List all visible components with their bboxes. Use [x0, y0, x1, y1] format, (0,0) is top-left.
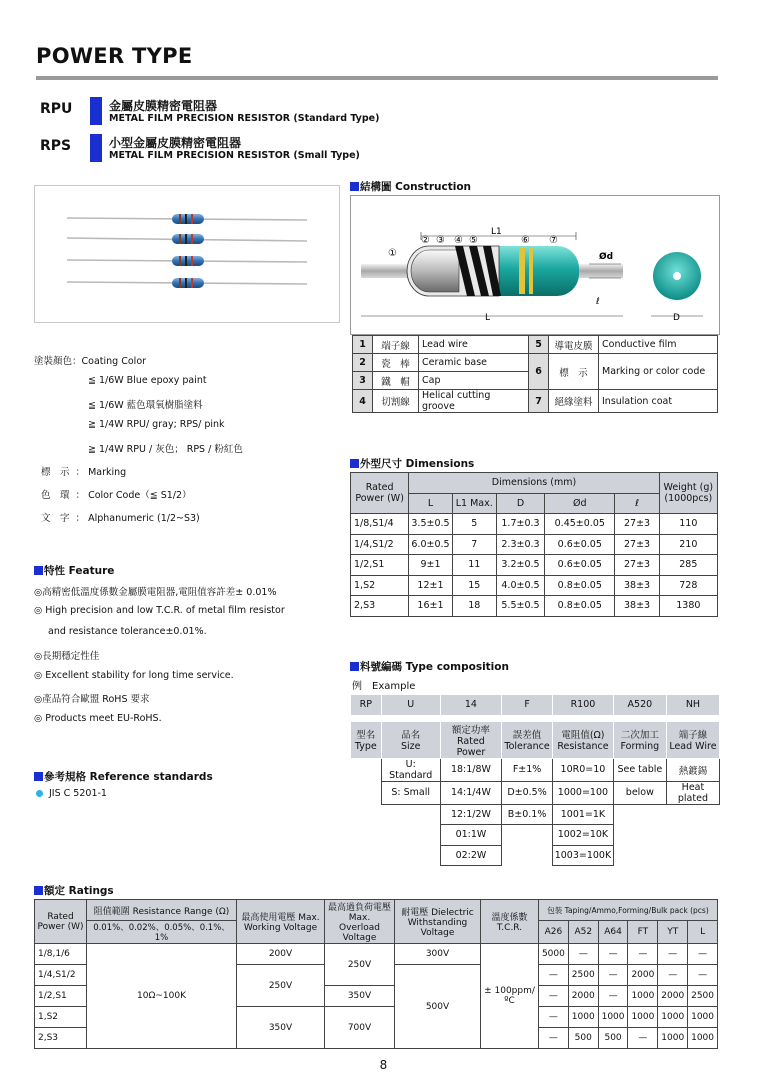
feature-item: ◎ High precision and low T.C.R. of metal film resistor — [34, 605, 285, 616]
construction-diagram — [350, 195, 720, 335]
cell: — — [598, 986, 628, 1007]
table-row — [351, 534, 718, 555]
feature-item: ◎產品符合歐盟 RoHS 要求 — [34, 694, 150, 705]
part-name-en: Lead wire — [419, 336, 529, 354]
cell: 2500 — [568, 965, 598, 986]
product-code-rpu: RPU — [40, 101, 73, 117]
cell: F±1% — [502, 758, 553, 781]
cell: 500V — [395, 965, 481, 1049]
part-name-zh: 標 示 — [549, 354, 599, 390]
type-composition-heading: 料號編碼 Type composition — [350, 659, 509, 674]
table-row — [351, 781, 720, 804]
cell: 2000 — [658, 986, 688, 1007]
cell: 1002=10K — [553, 825, 614, 846]
cell: — — [688, 944, 718, 965]
table-row — [351, 596, 718, 617]
cell: — — [539, 1028, 569, 1049]
cell: — — [598, 965, 628, 986]
part-name-en: Marking or color code — [599, 354, 718, 390]
cell: 0.8±0.05 — [545, 575, 615, 596]
cell: 6.0±0.5 — [409, 534, 452, 555]
callout-3: ③ — [436, 235, 445, 246]
cell: 2000 — [628, 965, 658, 986]
resistor-photo — [34, 185, 340, 323]
cell: — — [658, 965, 688, 986]
coating-label: 塗裝顏色：Coating Color — [34, 356, 147, 367]
cell: 1/8,S1/4 — [351, 514, 409, 535]
cell: 18:1/8W — [440, 758, 501, 781]
cell: 350V — [325, 986, 395, 1007]
cell: 12:1/2W — [440, 804, 501, 825]
feature-item: ◎長期穩定性佳 — [34, 651, 100, 662]
col-header: A26 — [539, 921, 569, 944]
cell: 1/8,1/6 — [35, 944, 87, 965]
product-name-en: METAL FILM PRECISION RESISTOR (Small Type) — [109, 150, 360, 161]
cell: 1003=100K — [553, 845, 614, 866]
cell: 110 — [659, 514, 717, 535]
example-label: 例 Example — [352, 681, 416, 692]
part-name-zh: 瓷 棒 — [373, 354, 419, 372]
cell: — — [688, 965, 718, 986]
part-number: 7 — [529, 390, 549, 413]
header-range-sub: 0.01%、0.02%、0.05%、0.1%、1% — [87, 921, 237, 944]
cell: 11 — [452, 555, 496, 576]
part-name-en: Conductive film — [599, 336, 718, 354]
product-code-rps: RPS — [40, 138, 72, 154]
cell: — — [568, 944, 598, 965]
part-number: 3 — [353, 372, 373, 390]
feature-item: ◎高精密低溫度係數金屬膜電阻器,電阻值容許差± 0.01% — [34, 587, 277, 598]
cell: — — [539, 986, 569, 1007]
header-rated-power: Rated Power (W) — [35, 900, 87, 944]
cell: 38±3 — [615, 575, 659, 596]
cell: 1/4,S1/2 — [351, 534, 409, 555]
cell: 210 — [659, 534, 717, 555]
page-number: 8 — [379, 1058, 388, 1072]
head-cell: 品名 Size — [381, 721, 440, 758]
cell: 1000 — [688, 1028, 718, 1049]
dim-label-l1: L1 — [491, 227, 502, 237]
part-name-zh: 端子線 — [373, 336, 419, 354]
code-cell: R100 — [553, 695, 614, 716]
cell: — — [658, 944, 688, 965]
part-number: 4 — [353, 390, 373, 413]
cell: 7 — [452, 534, 496, 555]
table-row — [351, 804, 720, 825]
code-cell: NH — [666, 695, 719, 716]
table-row — [351, 555, 718, 576]
cell: 2000 — [568, 986, 598, 1007]
code-cell: RP — [351, 695, 382, 716]
callout-6: ⑥ — [521, 235, 530, 246]
dim-label-d: D — [673, 313, 680, 323]
cell: 01:1W — [440, 825, 501, 846]
cell: 熱鍍錫 — [666, 758, 719, 781]
cell: 1/2,S1 — [351, 555, 409, 576]
feature-item: ◎ Products meet EU-RoHS. — [34, 713, 162, 724]
col-header: L — [688, 921, 718, 944]
code-cell: A520 — [613, 695, 666, 716]
col-header: L1 Max. — [452, 493, 496, 514]
cell: 1000 — [628, 1007, 658, 1028]
construction-drawing — [351, 196, 719, 334]
part-name-en: Ceramic base — [419, 354, 529, 372]
cell: 2,S3 — [35, 1028, 87, 1049]
col-header: FT — [628, 921, 658, 944]
product-name-zh: 金屬皮膜精密電阻器 — [109, 99, 218, 113]
table-row — [351, 575, 718, 596]
cell: 250V — [325, 944, 395, 986]
cell: 38±3 — [615, 596, 659, 617]
cell: 27±3 — [615, 534, 659, 555]
cell: 2.3±0.3 — [496, 534, 544, 555]
cell: 300V — [395, 944, 481, 965]
product-name-zh: 小型金屬皮膜精密電阻器 — [109, 136, 242, 150]
cell: — — [539, 1007, 569, 1028]
ratings-heading: 額定 Ratings — [34, 883, 114, 898]
cell: 1000 — [688, 1007, 718, 1028]
table-row — [351, 514, 718, 535]
col-header: L — [409, 493, 452, 514]
callout-7: ⑦ — [549, 235, 558, 246]
cell: 0.8±0.05 — [545, 596, 615, 617]
cell: 0.45±0.05 — [545, 514, 615, 535]
part-name-zh: 導電皮膜 — [549, 336, 599, 354]
cell: 1380 — [659, 596, 717, 617]
cell: 0.6±0.05 — [545, 555, 615, 576]
dim-label-ell: ℓ — [596, 297, 600, 307]
cell: 3.5±0.5 — [409, 514, 452, 535]
cell: 14:1/4W — [440, 781, 501, 804]
dim-label-od: Ød — [599, 252, 614, 262]
cell: 250V — [237, 965, 325, 1007]
cell: ± 100ppm/ºC — [481, 944, 539, 1049]
cell: — — [628, 1028, 658, 1049]
header-max-overload: 最高過負荷電壓 Max. Overload Voltage — [325, 900, 395, 944]
cell: 285 — [659, 555, 717, 576]
header-dimensions: Dimensions (mm) — [409, 473, 659, 494]
part-number: 5 — [529, 336, 549, 354]
cell: 1000 — [598, 1007, 628, 1028]
page-title: POWER TYPE — [36, 44, 193, 68]
head-cell: 型名 Type — [351, 721, 382, 758]
dimensions-heading: 外型尺寸 Dimensions — [350, 456, 474, 471]
cell: 728 — [659, 575, 717, 596]
coating-line: ≧ 1/4W RPU/ gray; RPS/ pink — [88, 419, 225, 430]
cell: 2500 — [688, 986, 718, 1007]
callout-5: ⑤ — [469, 235, 478, 246]
cell: 02:2W — [440, 845, 501, 866]
cell: See table — [613, 758, 666, 781]
code-row — [351, 695, 720, 716]
product-bar — [90, 134, 102, 162]
part-name-en: Helical cutting groove — [419, 390, 529, 413]
product-bar — [90, 97, 102, 125]
cell: 27±3 — [615, 514, 659, 535]
col-header: A52 — [568, 921, 598, 944]
dimensions-table — [350, 472, 718, 617]
feature-item: ◎ Excellent stability for long time service. — [34, 670, 234, 681]
part-name-zh: 絕緣塗料 — [549, 390, 599, 413]
cell: 10R0=10 — [553, 758, 614, 781]
cell: 0.6±0.05 — [545, 534, 615, 555]
feature-item: and resistance tolerance±0.01%. — [48, 626, 207, 637]
header-range: 阻值範圍 Resistance Range (Ω) — [87, 900, 237, 921]
cell: 5.5±0.5 — [496, 596, 544, 617]
cell: 1000=100 — [553, 781, 614, 804]
header-tcr: 溫度係數 T.C.R. — [481, 900, 539, 944]
part-name-en: Cap — [419, 372, 529, 390]
cell: — — [598, 944, 628, 965]
construction-heading: 結構圖 Construction — [350, 179, 471, 194]
cell: 18 — [452, 596, 496, 617]
head-cell: 電阻值(Ω) Resistance — [553, 721, 614, 758]
col-header: ℓ — [615, 493, 659, 514]
cell: Heat plated — [666, 781, 719, 804]
col-header: D — [496, 493, 544, 514]
coating-line: ≧ 1/4W RPU / 灰色； RPS / 粉紅色 — [88, 444, 243, 455]
part-name-zh: 切割線 — [373, 390, 419, 413]
col-header: YT — [658, 921, 688, 944]
cell: 1000 — [568, 1007, 598, 1028]
cell: 1000 — [628, 986, 658, 1007]
cell: 1.7±0.3 — [496, 514, 544, 535]
cell: 200V — [237, 944, 325, 965]
cell: 500 — [598, 1028, 628, 1049]
part-number: 1 — [353, 336, 373, 354]
dim-label-l: L — [485, 313, 491, 323]
cell: 700V — [325, 1007, 395, 1049]
callout-4: ④ — [454, 235, 463, 246]
marking-row: 標 示 ： Marking — [41, 467, 127, 478]
title-rule — [36, 76, 718, 80]
cell: 350V — [237, 1007, 325, 1049]
reference-heading: 參考規格 Reference standards — [34, 769, 213, 784]
cell: 1,S2 — [351, 575, 409, 596]
cell: — — [628, 944, 658, 965]
cell: 12±1 — [409, 575, 452, 596]
cell: 4.0±0.5 — [496, 575, 544, 596]
coating-line: ≦ 1/6W Blue epoxy paint — [88, 375, 207, 386]
table-row — [351, 758, 720, 781]
cell: U: Standard — [381, 758, 440, 781]
cell: 1/2,S1 — [35, 986, 87, 1007]
construction-parts-table — [352, 335, 718, 413]
cell: 1000 — [658, 1028, 688, 1049]
feature-heading: 特性 Feature — [34, 563, 114, 578]
cell: 10Ω~100K — [87, 944, 237, 1049]
cell: 1,S2 — [35, 1007, 87, 1028]
callout-1: ① — [388, 248, 397, 259]
table-row — [351, 845, 720, 866]
table-row — [35, 944, 718, 965]
cell: below — [613, 781, 666, 804]
part-number: 6 — [529, 354, 549, 390]
header-rated-power: Rated Power (W) — [351, 473, 409, 514]
cell: B±0.1% — [502, 804, 553, 825]
code-cell: F — [502, 695, 553, 716]
cell: 1000 — [658, 1007, 688, 1028]
col-header: A64 — [598, 921, 628, 944]
code-cell: U — [381, 695, 440, 716]
marking-row: 文 字 ： Alphanumeric (1/2~S3) — [41, 513, 200, 524]
product-name-en: METAL FILM PRECISION RESISTOR (Standard Type) — [109, 113, 380, 124]
reference-item: JIS C 5201-1 — [36, 788, 107, 799]
head-cell: 誤差值 Tolerance — [502, 721, 553, 758]
cell: — — [539, 965, 569, 986]
cell: 9±1 — [409, 555, 452, 576]
cell: 1/4,S1/2 — [35, 965, 87, 986]
coating-line: ≦ 1/6W 藍色環氧樹脂塗料 — [88, 400, 203, 411]
cell: D±0.5% — [502, 781, 553, 804]
table-row — [351, 825, 720, 846]
head-cell: 二次加工 Forming — [613, 721, 666, 758]
header-max-working: 最高使用電壓 Max. Working Voltage — [237, 900, 325, 944]
cell: 5 — [452, 514, 496, 535]
header-weight: Weight (g) (1000pcs) — [659, 473, 717, 514]
col-header: Ød — [545, 493, 615, 514]
cell: 3.2±0.5 — [496, 555, 544, 576]
cell: 27±3 — [615, 555, 659, 576]
bullet-icon — [36, 790, 43, 797]
cell: 2,S3 — [351, 596, 409, 617]
ratings-table — [34, 899, 718, 1049]
head-row — [351, 721, 720, 758]
cell: 1001=1K — [553, 804, 614, 825]
header-dielectric: 耐電壓 Dielectric Withstanding Voltage — [395, 900, 481, 944]
marking-row: 色 環 ： Color Code（≦ S1/2） — [41, 490, 192, 501]
part-name-zh: 鐵 帽 — [373, 372, 419, 390]
cell: 15 — [452, 575, 496, 596]
part-name-en: Insulation coat — [599, 390, 718, 413]
cell: S: Small — [381, 781, 440, 804]
part-number: 2 — [353, 354, 373, 372]
header-packing: 包裝 Taping/Ammo,Forming/Bulk pack (pcs) — [539, 900, 718, 921]
type-composition-table — [350, 694, 720, 866]
head-cell: 端子線 Lead Wire — [666, 721, 719, 758]
code-cell: 14 — [440, 695, 501, 716]
cell: 500 — [568, 1028, 598, 1049]
callout-2: ② — [421, 235, 430, 246]
cell: 16±1 — [409, 596, 452, 617]
head-cell: 額定功率 Rated Power — [440, 721, 501, 758]
cell: 5000 — [539, 944, 569, 965]
